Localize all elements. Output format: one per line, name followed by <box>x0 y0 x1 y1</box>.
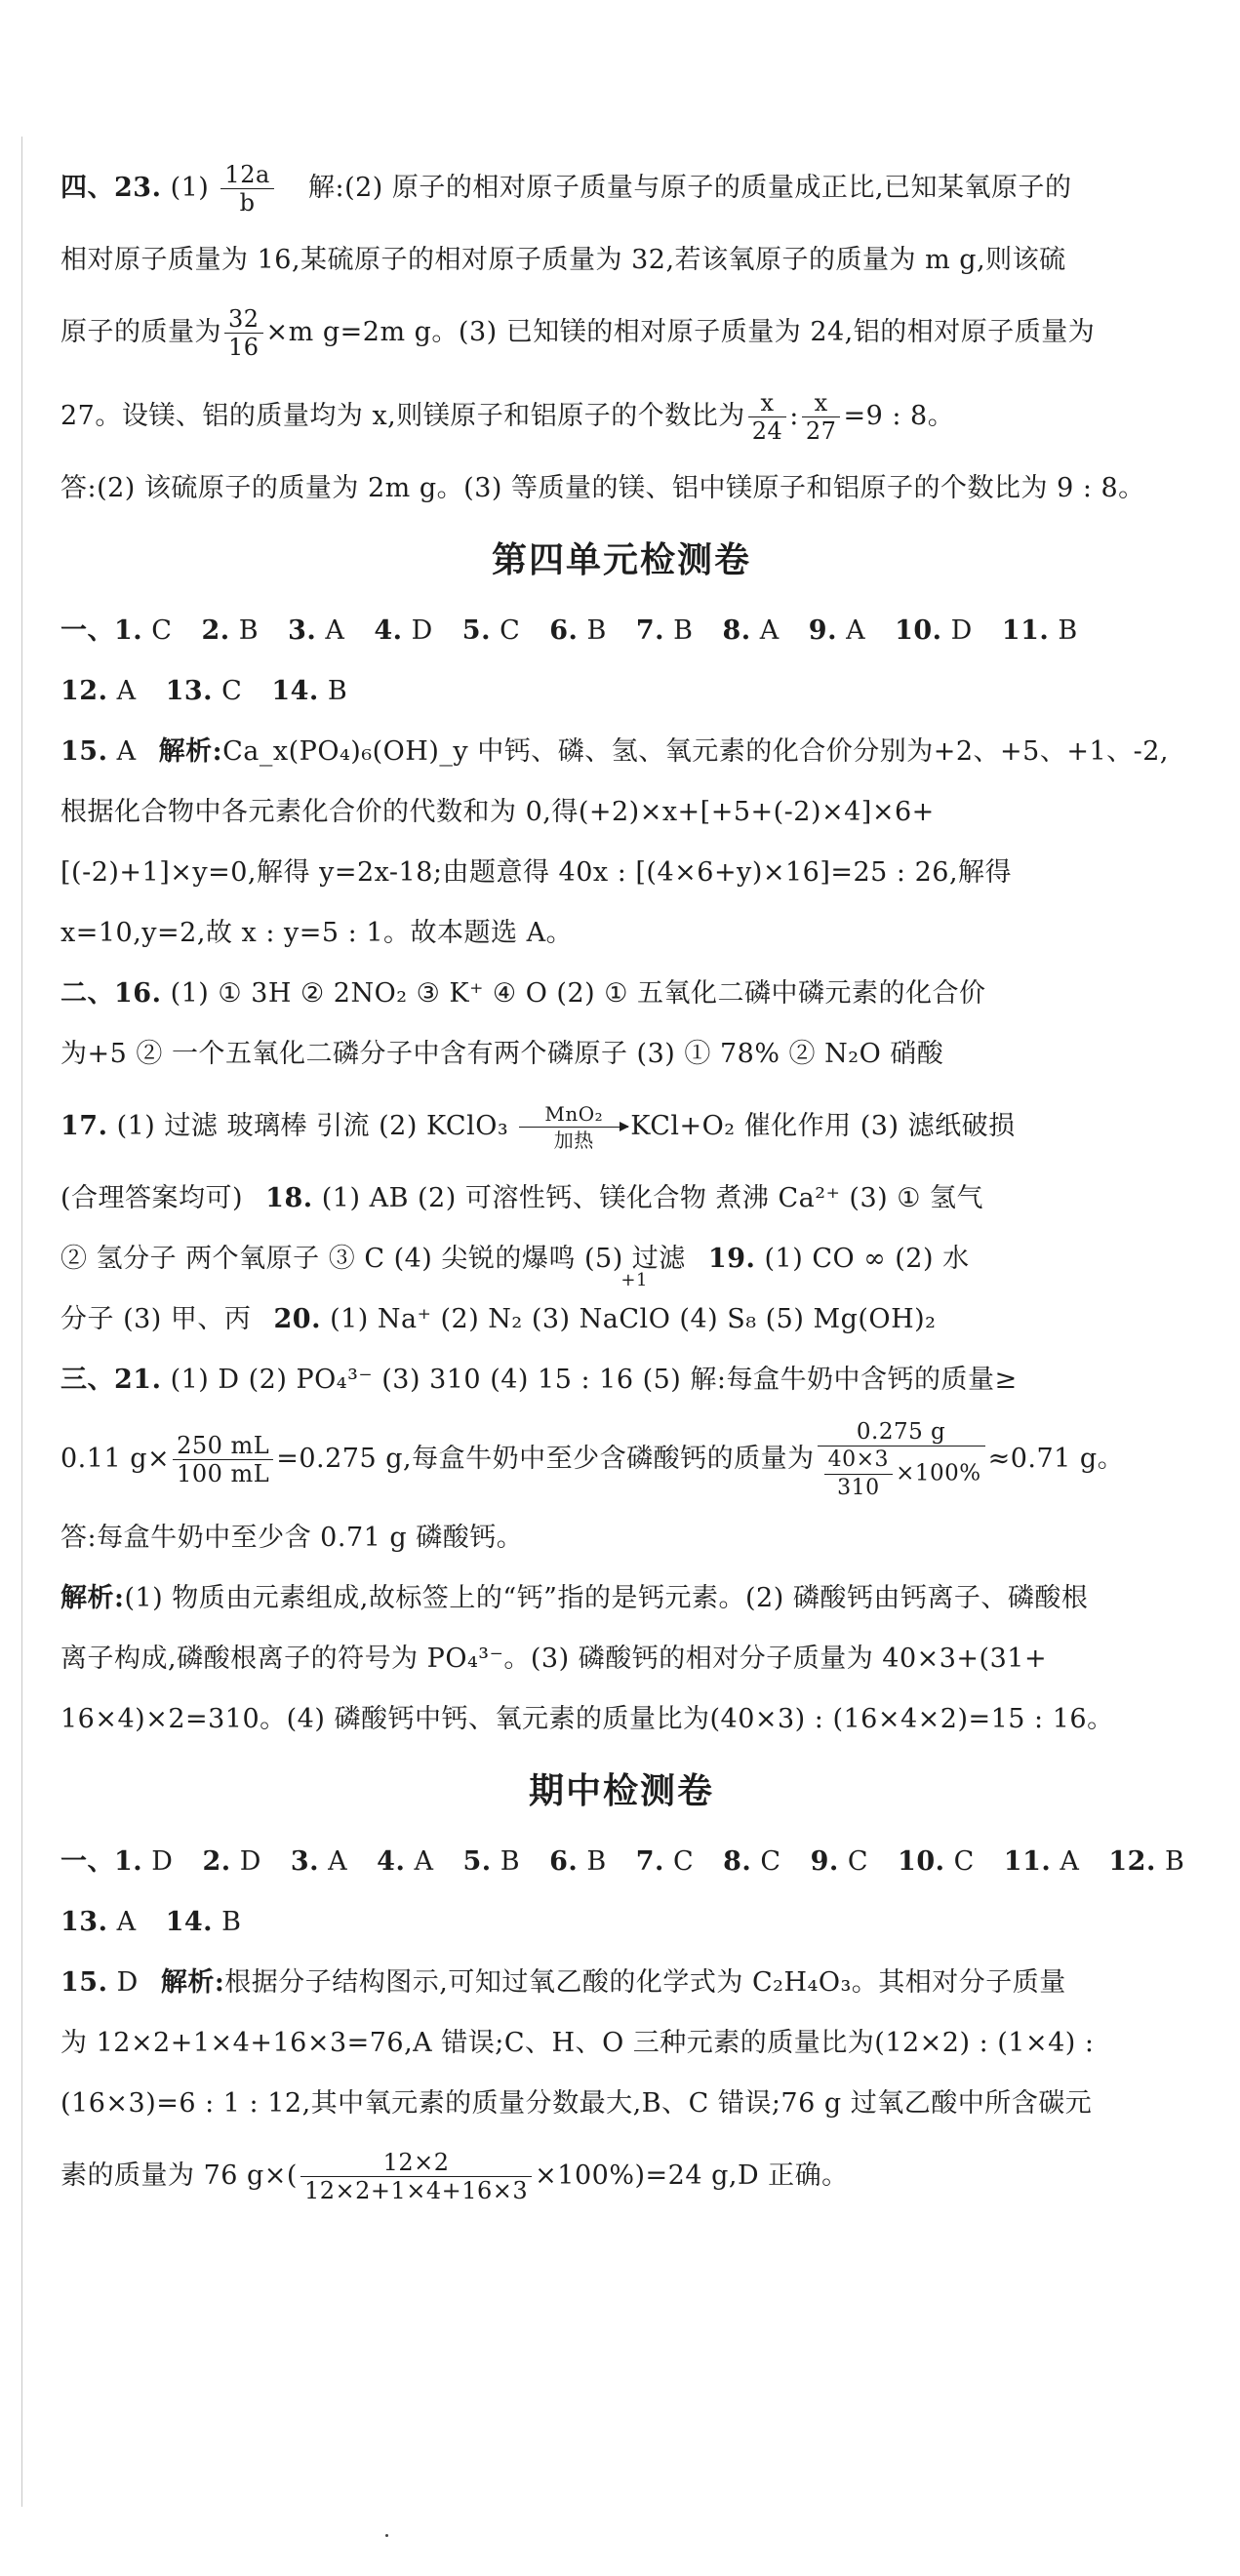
mc-answer: C <box>672 1846 695 1877</box>
q21-fraction-volume: $\frac{250 mL}{100 mL}$ <box>173 1432 273 1487</box>
mc-answer: A <box>116 1907 137 1937</box>
mc-answer: D <box>151 1846 174 1877</box>
mc-question-number: 9. <box>810 1846 839 1877</box>
mc-question-number: 12. <box>60 676 108 706</box>
midterm-q15-line-2: 为 12×2+1×4+16×3=76,A 错误;C、H、O 三种元素的质量比为(12×2) : (1×4) : <box>60 2028 1095 2058</box>
mc-answer: B <box>586 1846 607 1877</box>
mc-answer: B <box>327 676 348 706</box>
mc-question-number: 一、1. <box>60 615 143 646</box>
unit4-q21-exp-line-2: 离子构成,磷酸根离子的符号为 PO₄³⁻。(3) 磷酸钙的相对分子质量为 40×3+(31+ <box>60 1644 1048 1674</box>
mc-answer: A <box>325 615 345 646</box>
midterm-q15-line-1: 15. D 解析:根据分子结构图示,可知过氧乙酸的化学式为 C₂H₄O₃。其相对分子质量 <box>60 1967 1066 1998</box>
q23-part1: (1) <box>170 173 210 203</box>
mc-answer: B <box>238 615 260 646</box>
page-content <box>60 146 1185 2218</box>
q23-text-1: 解:(2) 原子的相对原子质量与原子的质量成正比,已知某氧原子的 <box>307 173 1072 203</box>
midterm-title: 期中检测卷 <box>528 1770 714 1811</box>
unit4-q15-line-3: [(-2)+1]×y=0,解得 y=2x-18;由题意得 40x : [(4×6+y)×16]=25 : 26,解得 <box>60 857 1013 888</box>
binding-margin-line <box>21 137 22 2507</box>
q23-answer: 答:(2) 该硫原子的质量为 2m g。(3) 等质量的镁、铝中镁原子和铝原子的个数比为 9 : 8。 <box>60 473 1145 503</box>
mc-question-number: 3. <box>290 1846 320 1877</box>
q23-line-3: 原子的质量为 $\frac{32}{16}$ ×m g=2m g。(3) 已知镁的相对原子质量为 24,铝的相对原子质量为 <box>60 305 1096 361</box>
unit4-q19-20-line: 分子 (3) 甲、丙 20. (1) Na⁺ (2) N₂ (3) Na +1 ClO (4) S₈ (5) Mg(OH)₂ <box>60 1289 1182 1350</box>
mc-answer: C <box>221 676 243 706</box>
mc-question-number: 9. <box>808 615 837 646</box>
midterm-mc-line-2 <box>60 1892 1182 1953</box>
q23-fraction-12a-b: $\frac{12a}{b}$ <box>220 161 273 217</box>
unit4-q21-exp-line-3: 16×4)×2=310。(4) 磷酸钙中钙、氧元素的质量比为(40×3) : (16×4×2)=15 : 16。 <box>60 1704 1114 1734</box>
mc-question-number: 5. <box>461 615 491 646</box>
mc-answer: C <box>500 615 521 646</box>
mc-question-number: 2. <box>201 615 230 646</box>
unit4-q21-line-1: 三、21. (1) D (2) PO₄³⁻ (3) 310 (4) 15 : 16 (5) 解:每盒牛奶中含钙的质量≥ <box>60 1365 1018 1395</box>
mc-question-number: 14. <box>271 676 319 706</box>
mc-question-number: 4. <box>377 1846 406 1877</box>
q23-line-2: 相对原子质量为 16,某硫原子的相对原子质量为 32,若该氧原子的质量为 m g,则该硫 <box>60 245 1066 275</box>
mc-answer: B <box>1164 1846 1185 1877</box>
unit4-q15-line-2: 根据化合物中各元素化合价的代数和为 0,得(+2)×x+[+5+(-2)×4]×6+ <box>60 797 935 827</box>
unit4-q15-line-4: x=10,y=2,故 x : y=5 : 1。故本题选 A。 <box>60 918 574 948</box>
q23-line-1 <box>60 146 1182 230</box>
mc-question-number: 13. <box>165 676 214 706</box>
mc-question-number: 2. <box>202 1846 231 1877</box>
mc-answer: D <box>239 1846 261 1877</box>
mc-question-number: 14. <box>165 1907 214 1937</box>
q23-fraction-x-27: $\frac{x}{27}$ <box>802 389 841 445</box>
unit4-q17-18-line: (合理答案均可) 18. (1) AB (2) 可溶性钙、镁化合物 煮沸 Ca²⁺ (3) ① 氢气 <box>60 1183 984 1213</box>
mc-question-number: 5. <box>462 1846 492 1877</box>
mc-answer: C <box>953 1846 975 1877</box>
unit4-q15-line-1: 15. A 解析:Ca_x(PO₄)₆(OH)_y 中钙、磷、氢、氧元素的化合价分别为+2、+5、+1、-2, <box>60 736 1170 767</box>
mc-answer: A <box>328 1846 348 1877</box>
mc-answer: A <box>1060 1846 1080 1877</box>
mc-answer: A <box>846 615 866 646</box>
unit4-q18-19-line: ② 氢分子 两个氧原子 ③ C (4) 尖锐的爆鸣 (5) 过滤 19. (1) CO ∞ (2) 水 <box>60 1244 970 1274</box>
midterm-q15-line-3: (16×3)=6 : 1 : 12,其中氧元素的质量分数最大,B、C 错误;76 g 过氧乙酸中所含碳元 <box>60 2088 1093 2119</box>
chlorine-valence: +1 Cl <box>619 1270 649 1334</box>
mc-answer: A <box>759 615 780 646</box>
mc-question-number: 6. <box>549 1846 579 1877</box>
q21-fraction-phosphate: 0.275 g $\frac{40\times 3}{310}$ ×100% <box>818 1418 985 1502</box>
mc-question-number: 11. <box>1001 615 1050 646</box>
unit4-mc-line-2 <box>60 661 1182 722</box>
mc-answer: A <box>414 1846 434 1877</box>
midterm-mc-line-1 <box>60 1832 1185 1892</box>
unit4-q21-line-2: 0.11 g× $\frac{250 mL}{100 mL}$ =0.275 g,每盒牛奶中至少含磷酸钙的质量为 0.275 g $\frac{40\times 3}{310}$ ×100% ≈0.71 g。 <box>60 1418 1125 1500</box>
unit4-q16-line-2: 为+5 ② 一个五氧化二磷分子中含有两个磷原子 (3) ① 78% ② N₂O 硝酸 <box>60 1039 944 1069</box>
mc-answer: B <box>1058 615 1078 646</box>
mc-question-number: 12. <box>1108 1846 1156 1877</box>
mc-answer: C <box>151 615 173 646</box>
unit4-q21-answer: 答:每盒牛奶中至少含 0.71 g 磷酸钙。 <box>60 1523 524 1553</box>
scan-speck <box>385 2534 388 2537</box>
mc-answer: B <box>673 615 694 646</box>
mc-answer: D <box>950 615 973 646</box>
mc-question-number: 4. <box>374 615 403 646</box>
mc-question-number: 10. <box>898 1846 945 1877</box>
mc-question-number: 一、1. <box>60 1846 143 1877</box>
mc-answer: B <box>221 1907 242 1937</box>
mc-question-number: 10. <box>895 615 942 646</box>
mc-answer: B <box>500 1846 521 1877</box>
unit4-q17-line-1: 17. (1) 过滤 玻璃棒 引流 (2) KClO₃ MnO₂ 加热 KCl+O₂ 催化作用 (3) 滤纸破损 <box>60 1101 1016 1153</box>
midterm-q15-fraction: $\frac{12\times 2}{12\times 2+1\times 4+16\times 3}$ <box>300 2149 532 2204</box>
unit4-q16-line-1: 二、16. (1) ① 3H ② 2NO₂ ③ K⁺ ④ O (2) ① 五氧化二磷中磷元素的化合价 <box>60 978 986 1009</box>
q23-fraction-x-24: $\frac{x}{24}$ <box>748 389 787 445</box>
mc-answer: C <box>760 1846 781 1877</box>
mc-answer: C <box>847 1846 869 1877</box>
unit4-q21-exp-line-1: 解析:(1) 物质由元素组成,故标签上的“钙”指的是钙元素。(2) 磷酸钙由钙离子、磷酸根 <box>60 1583 1089 1613</box>
mc-question-number: 7. <box>635 1846 664 1877</box>
mc-answer: B <box>586 615 607 646</box>
mc-question-number: 6. <box>549 615 579 646</box>
mc-question-number: 11. <box>1003 1846 1052 1877</box>
unit4-title: 第四单元检测卷 <box>491 539 751 580</box>
reaction-arrow: MnO₂ 加热 <box>519 1101 628 1154</box>
mc-answer: A <box>116 676 137 706</box>
q23-line-4: 27。设镁、铝的质量均为 x,则镁原子和铝原子的个数比为 $\frac{x}{24}$ : $\frac{x}{27}$ =9 : 8。 <box>60 389 955 445</box>
q23-number: 四、23. <box>60 173 162 203</box>
mc-question-number: 8. <box>722 615 751 646</box>
midterm-q15-line-4: 素的质量为 76 g×( $\frac{12\times 2}{12\times 2+1\times 4+16\times 3}$ ×100%)=24 g,D 正确。 <box>60 2149 849 2204</box>
mc-answer: D <box>411 615 433 646</box>
q23-fraction-32-16: $\frac{32}{16}$ <box>224 305 263 361</box>
mc-question-number: 8. <box>723 1846 752 1877</box>
mc-question-number: 13. <box>60 1907 108 1937</box>
unit4-mc-line-1 <box>60 601 1182 661</box>
mc-question-number: 3. <box>288 615 317 646</box>
mc-question-number: 7. <box>635 615 665 646</box>
